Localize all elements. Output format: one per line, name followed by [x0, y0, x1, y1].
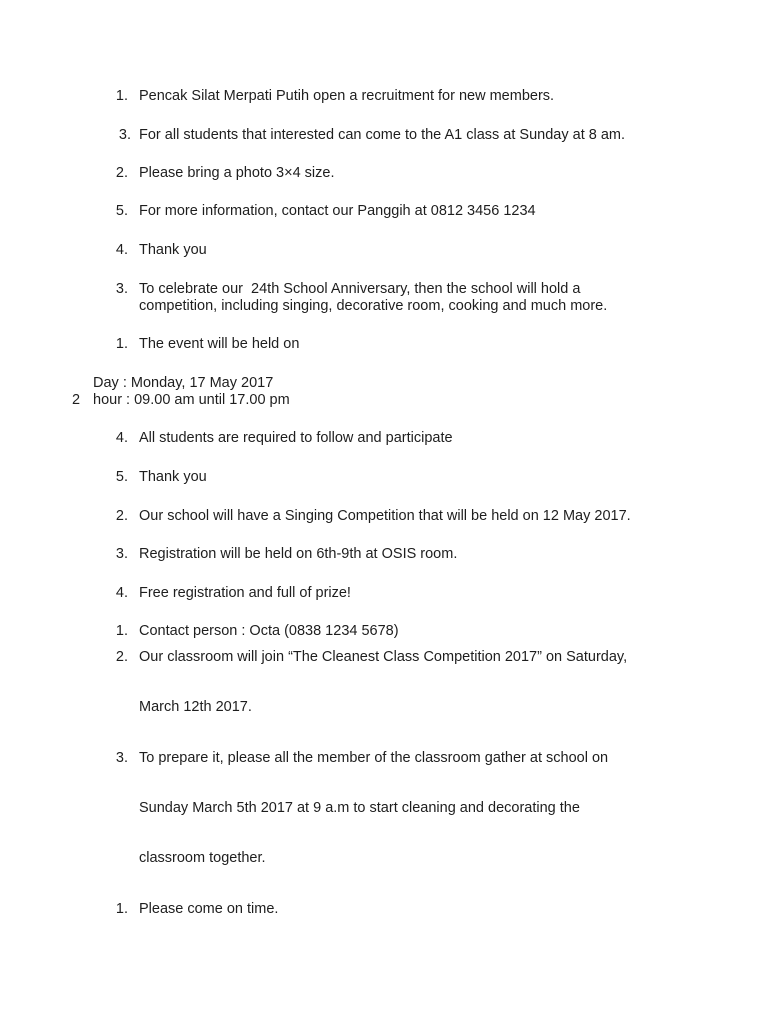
list-text: The event will be held on: [139, 336, 300, 352]
list-text: To celebrate our 24th School Anniversary, then the school will hold a competition, including singing, decorative room, cooking and much more.: [139, 281, 608, 314]
list-text: Please come on time.: [139, 901, 279, 917]
list-text: Registration will be held on 6th-9th at OSIS room.: [139, 546, 458, 562]
list-text: Thank you: [139, 242, 207, 258]
list-text: Our school will have a Singing Competition that will be held on 12 May 2017.: [139, 508, 631, 524]
list-text: Contact person : Octa (0838 1234 5678): [139, 623, 399, 639]
event-day: Day : Monday, 17 May 2017: [93, 375, 274, 391]
list-number: 1.: [115, 901, 128, 917]
list-number: 4.: [115, 585, 128, 601]
list-text: Sunday March 5th 2017 at 9 a.m to start cleaning and decorating the: [139, 800, 580, 816]
list-number: 4.: [115, 242, 128, 258]
list-text: Our classroom will join “The Cleanest Class Competition 2017” on Saturday,: [139, 649, 628, 665]
list-number: 3.: [115, 750, 128, 766]
list-number: 5.: [115, 203, 128, 219]
list-number: 2.: [115, 508, 128, 524]
list-number: 4.: [115, 430, 128, 446]
list-number: 5.: [115, 469, 128, 485]
list-text: To prepare it, please all the member of the classroom gather at school on: [139, 750, 609, 766]
list-text: For more information, contact our Panggih at 0812 3456 1234: [139, 203, 536, 219]
list-text: Thank you: [139, 469, 207, 485]
list-text: March 12th 2017.: [139, 699, 252, 715]
list-number: 3.: [115, 546, 128, 562]
list-number: 1.: [115, 623, 128, 639]
list-number: 2.: [115, 649, 128, 665]
list-number: 2.: [115, 165, 128, 181]
list-text: Free registration and full of prize!: [139, 585, 351, 601]
list-text: All students are required to follow and participate: [139, 430, 453, 446]
list-number: 1.: [115, 88, 128, 104]
side-marker: 2: [72, 392, 81, 408]
list-text: For all students that interested can come to the A1 class at Sunday at 8 am.: [139, 127, 626, 143]
list-number: 3.: [118, 127, 131, 143]
event-hour: hour : 09.00 am until 17.00 pm: [93, 392, 290, 408]
list-number: 3.: [115, 281, 128, 297]
list-text: Pencak Silat Merpati Putih open a recruitment for new members.: [139, 88, 555, 104]
list-text: classroom together.: [139, 850, 266, 866]
list-text: Please bring a photo 3×4 size.: [139, 165, 335, 181]
list-number: 1.: [115, 336, 128, 352]
